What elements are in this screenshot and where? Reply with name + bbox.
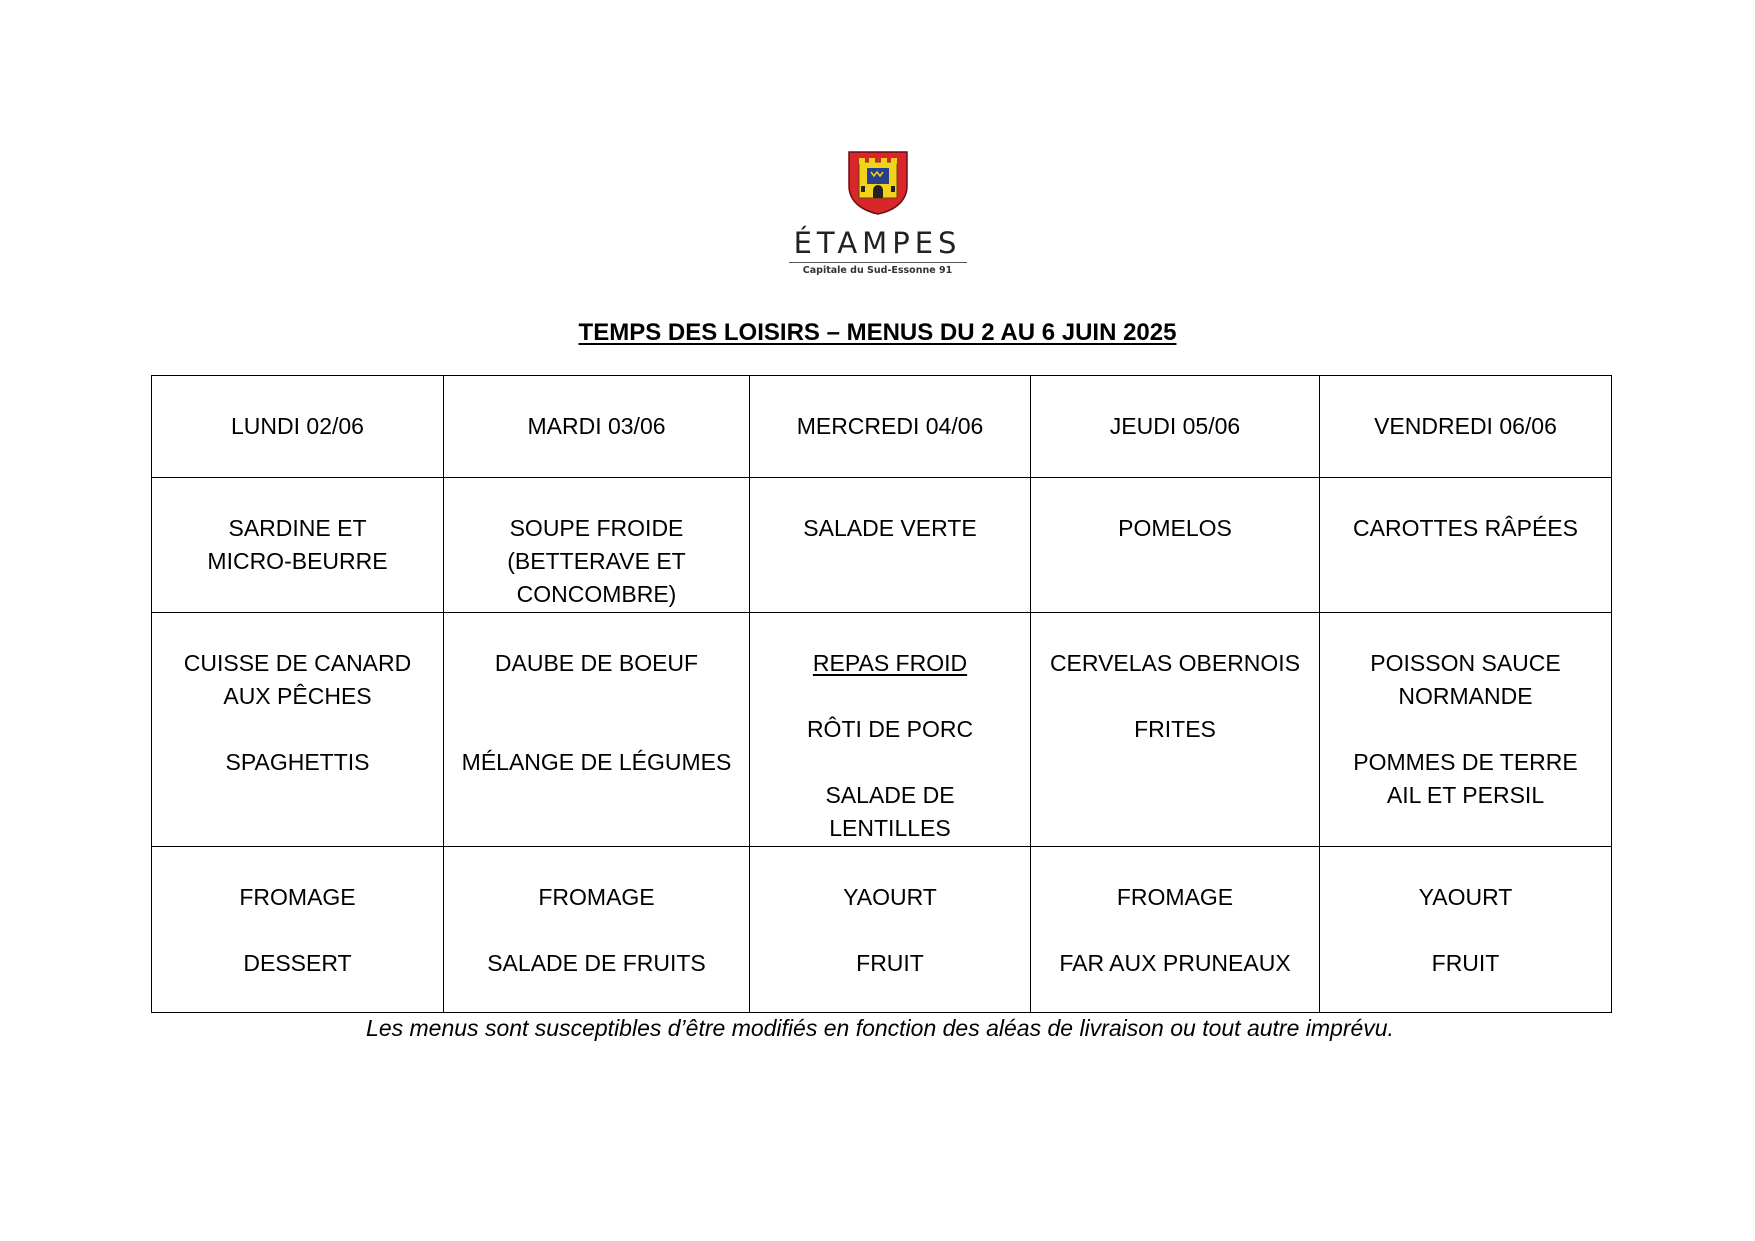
weekly-menu-table xyxy=(151,375,1612,1013)
side-dish-line: SPAGHETTIS xyxy=(225,749,370,775)
dessert-cell-thursday xyxy=(1031,847,1320,1013)
main-cell-wednesday xyxy=(750,613,1031,847)
dessert-line: FRUIT xyxy=(856,950,924,976)
starter-cell-monday xyxy=(152,478,444,613)
starters-row xyxy=(152,478,1612,613)
dairy-line: YAOURT xyxy=(843,884,937,910)
starter-line: POMELOS xyxy=(1118,515,1232,541)
dairy-line: YAOURT xyxy=(1418,884,1513,910)
day-header-tuesday: MARDI 03/06 xyxy=(444,376,750,478)
side-dish-line: POMMES DE TERRE xyxy=(1353,749,1578,775)
starter-line: MICRO-BEURRE xyxy=(207,548,388,574)
starter-cell-wednesday xyxy=(750,478,1031,613)
day-header-wednesday: MERCREDI 04/06 xyxy=(750,376,1031,478)
main-cell-friday xyxy=(1320,613,1612,847)
starter-line: CONCOMBRE) xyxy=(516,581,677,607)
logo-tagline: Capitale du Sud-Essonne 91 xyxy=(802,265,953,276)
main-dish-line: AUX PÊCHES xyxy=(223,683,372,709)
starter-cell-friday xyxy=(1320,478,1612,613)
starter-cell-tuesday xyxy=(444,478,750,613)
days-row xyxy=(152,376,1612,478)
main-dish-line: RÔTI DE PORC xyxy=(806,716,974,742)
main-dish-line: POISSON SAUCE xyxy=(1370,650,1561,676)
starter-line: CAROTTES RÂPÉES xyxy=(1353,515,1578,541)
starter-line: SARDINE ET xyxy=(228,515,367,541)
starter-line: (BETTERAVE ET xyxy=(507,548,686,574)
logo-divider xyxy=(789,262,967,263)
main-dish-line: DAUBE DE BOEUF xyxy=(494,650,699,676)
day-header-monday: LUNDI 02/06 xyxy=(152,376,444,478)
dairy-line: FROMAGE xyxy=(538,884,655,910)
dairy-line: FROMAGE xyxy=(239,884,356,910)
cold-meal-label: REPAS FROID xyxy=(812,650,968,676)
side-dish-line: LENTILLES xyxy=(829,815,951,841)
coat-of-arms-icon xyxy=(847,150,909,216)
side-dish-line: FRITES xyxy=(1134,716,1216,742)
starter-cell-thursday xyxy=(1031,478,1320,613)
dessert-line: FAR AUX PRUNEAUX xyxy=(1059,950,1291,976)
side-dish-line: AIL ET PERSIL xyxy=(1386,782,1545,808)
main-dish-line: CERVELAS OBERNOIS xyxy=(1049,650,1301,676)
dairy-line: FROMAGE xyxy=(1116,884,1234,910)
logo-name: ÉTAMPES xyxy=(793,226,962,260)
main-cell-monday xyxy=(152,613,444,847)
dessert-cell-tuesday xyxy=(444,847,750,1013)
main-dish-line: CUISSE DE CANARD xyxy=(183,650,412,676)
dessert-cell-monday xyxy=(152,847,444,1013)
disclaimer-note: Les menus sont susceptibles d’être modifiés en fonction des aléas de livraison ou tout autre imprévu. xyxy=(366,1015,1394,1041)
starter-line: SOUPE FROIDE xyxy=(509,515,684,541)
page-title: TEMPS DES LOISIRS – MENUS DU 2 AU 6 JUIN 2025 xyxy=(578,319,1177,346)
desserts-row xyxy=(152,847,1612,1013)
main-cell-thursday xyxy=(1031,613,1320,847)
mains-row xyxy=(152,613,1612,847)
dessert-line: DESSERT xyxy=(243,950,352,976)
dessert-cell-wednesday xyxy=(750,847,1031,1013)
town-logo xyxy=(0,150,1755,277)
side-dish-line: SALADE DE xyxy=(825,782,955,808)
day-header-thursday: JEUDI 05/06 xyxy=(1031,376,1320,478)
main-dish-line: NORMANDE xyxy=(1398,683,1533,709)
main-cell-tuesday xyxy=(444,613,750,847)
day-header-friday: VENDREDI 06/06 xyxy=(1320,376,1612,478)
starter-line: SALADE VERTE xyxy=(803,515,977,541)
side-dish-line: MÉLANGE DE LÉGUMES xyxy=(461,749,732,775)
dessert-cell-friday xyxy=(1320,847,1612,1013)
dessert-line: SALADE DE FRUITS xyxy=(487,950,706,976)
dessert-line: FRUIT xyxy=(1431,950,1500,976)
